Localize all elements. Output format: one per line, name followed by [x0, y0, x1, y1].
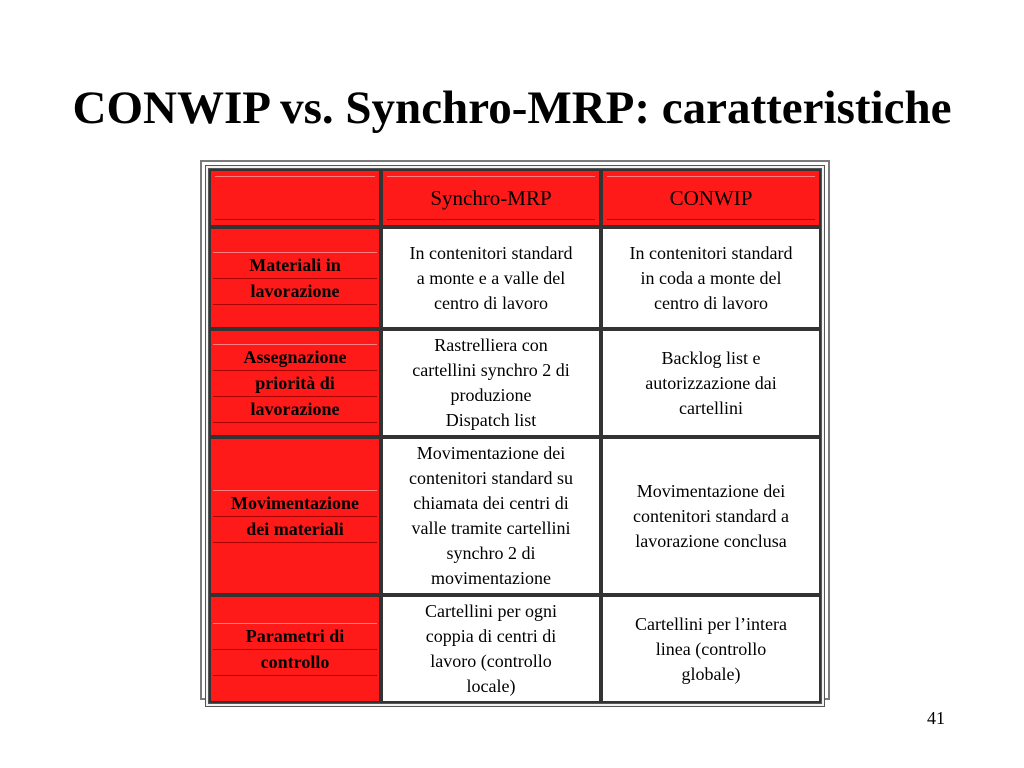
cell-line: centro di lavoro	[654, 292, 768, 313]
cell-line: lavorazione conclusa	[635, 530, 787, 551]
cell-line: Backlog list e	[661, 347, 761, 368]
cell-line: a monte e a valle del	[416, 267, 566, 288]
column-header-synchro-mrp	[381, 169, 601, 227]
cell-line: linea (controllo	[655, 638, 767, 659]
row-header-parametri	[209, 595, 381, 703]
page-number: 41	[927, 708, 945, 728]
cell-line: synchro 2 di	[446, 543, 536, 563]
slide-title: CONWIP vs. Synchro-MRP: caratteristiche	[72, 82, 952, 134]
row-header-movimentazione	[209, 437, 381, 595]
cell-line: In contenitori standard	[629, 242, 793, 263]
cell-line: globale)	[681, 663, 741, 684]
column-header-conwip	[601, 169, 821, 227]
comparison-table	[205, 165, 825, 707]
cell-line: lavoro (controllo	[430, 651, 552, 671]
table-row	[209, 437, 821, 595]
row-header-materiali	[209, 227, 381, 329]
column-header-label: CONWIP	[607, 176, 815, 220]
cell-conwip-parametri	[601, 595, 821, 703]
cell-line: Movimentazione dei	[636, 480, 786, 501]
cell-line: Movimentazione dei	[416, 443, 566, 463]
row-header-line: lavorazione	[250, 398, 340, 419]
row-header-line: Materiali in	[213, 253, 377, 279]
cell-line: chiamata dei centri di	[413, 493, 569, 513]
cell-line: locale)	[466, 676, 516, 696]
table-row	[209, 227, 821, 329]
corner-cell	[209, 169, 381, 227]
cell-line: Rastrelliera con	[434, 335, 548, 355]
row-header-line: Parametri di	[213, 624, 377, 650]
cell-line: contenitori standard su	[409, 468, 573, 488]
cell-conwip-movimentazione	[601, 437, 821, 595]
table-row	[209, 595, 821, 703]
row-header-line: priorità di	[213, 371, 377, 397]
cell-conwip-assegnazione	[601, 329, 821, 437]
cell-line: In contenitori standard	[409, 242, 573, 263]
row-header-line: Assegnazione	[213, 345, 377, 371]
corner-cell-label	[215, 176, 375, 220]
row-header-line: Movimentazione	[213, 491, 377, 517]
cell-synchro-parametri	[381, 595, 601, 703]
cell-synchro-materiali	[381, 227, 601, 329]
cell-line: contenitori standard a	[633, 505, 789, 526]
row-header-line: lavorazione	[250, 280, 340, 301]
cell-line: cartellini synchro 2 di	[412, 360, 570, 380]
cell-line: Cartellini per ogni	[425, 601, 557, 621]
row-header-assegnazione	[209, 329, 381, 437]
row-header-line: dei materiali	[246, 518, 344, 539]
table-header-row	[209, 169, 821, 227]
column-header-label: Synchro-MRP	[387, 176, 595, 220]
cell-line: produzione	[450, 385, 532, 405]
cell-synchro-assegnazione	[381, 329, 601, 437]
comparison-table-frame	[200, 160, 830, 700]
cell-line: coppia di centri di	[425, 626, 557, 646]
row-header-line: controllo	[260, 651, 330, 672]
cell-line: movimentazione	[431, 568, 551, 588]
cell-line: centro di lavoro	[434, 292, 548, 313]
cell-line: Cartellini per l’intera	[635, 613, 787, 634]
table-row	[209, 329, 821, 437]
cell-synchro-movimentazione	[381, 437, 601, 595]
cell-line: in coda a monte del	[640, 267, 782, 288]
cell-line: valle tramite cartellini	[411, 518, 571, 538]
cell-line: cartellini	[679, 397, 743, 418]
cell-conwip-materiali	[601, 227, 821, 329]
cell-line: autorizzazione dai	[645, 372, 777, 393]
cell-line: Dispatch list	[445, 410, 537, 430]
